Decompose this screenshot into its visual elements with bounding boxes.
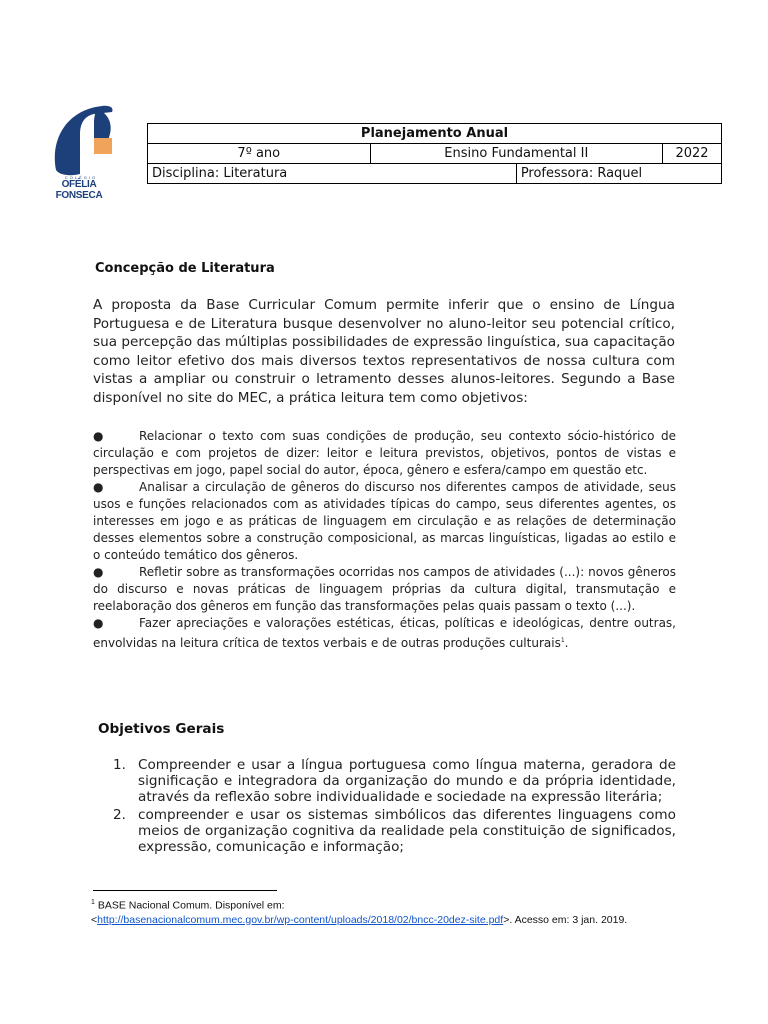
- header-table: [147, 123, 722, 184]
- bullet-item: ● Refletir sobre as transformações ocorridas nos campos de atividades (...): novos gêneros do discurso e novas práticas de linguagem próprias da cultura digital, transmutação e reelaboração dos gêneros em função das transformações pelas quais passam o texto (...).: [93, 565, 676, 613]
- grade-cell: 7º ano: [148, 144, 371, 164]
- bullet-dot: ●: [93, 616, 104, 630]
- bullet-item: ● Relacionar o texto com suas condições de produção, seu contexto sócio-histórico de circulação e com projetos de dizer: leitor e leitura previstos, objetivos, pontos de vistas e perspectivas em jogo, papel social do autor, época, gênero e esfera/campo em questão etc.: [93, 429, 676, 477]
- footnote-link[interactable]: http://basenacionalcomum.mec.gov.br/wp-content/uploads/2018/02/bncc-20dez-site.pdf: [97, 913, 504, 926]
- list-item: 2. compreender e usar os sistemas simbólicos das diferentes linguagens como meios de organização cognitiva da realidade pela constituição de significados, expressão, comunicação e informação;: [113, 807, 676, 855]
- logo-subtitle: COLÉGIO: [64, 175, 98, 180]
- concepcao-paragraph: A proposta da Base Curricular Comum permite inferir que o ensino de Língua Portuguesa e de Literatura busque desenvolver no aluno-leitor seu potencial crítico, sua percepção das múltiplas possibilidades de expressão linguística, sua capacitação como leitor efetivo dos mais diversos textos representativos de nossa cultura com vistas a ampliar ou construir o letramento desses alunos-leitores. Segundo a Base disponível no site do MEC, a prática leitura tem como objetivos:: [93, 297, 675, 406]
- footnote: $^1$ BASE Nacional Comum. Disponível em: <http://basenacionalcomum.mec.gov.br/wp-content/uploads/2018/02/bncc-20dez-site.pdf>. Acesso em: 3 jan. 2019.: [91, 899, 628, 926]
- bullet-dot: ●: [93, 565, 104, 579]
- objetivos-title: Objetivos Gerais: [98, 721, 225, 737]
- year-cell: 2022: [663, 144, 722, 164]
- logo-navy-arc: [94, 108, 111, 140]
- footnote-prefix: BASE Nacional Comum. Disponível em:: [94, 899, 285, 912]
- bullet-item: ● Fazer apreciações e valorações estéticas, éticas, políticas e ideológicas, dentre outras, envolvidas na leitura crítica de textos verbais e de outras produções culturais$^1$.: [93, 616, 676, 650]
- document-title: Planejamento Anual: [148, 124, 722, 144]
- teacher-cell: Professora: Raquel: [516, 164, 721, 184]
- bullet-dot: ●: [93, 480, 104, 494]
- logo-name: OFÉLIA FONSECA: [55, 179, 103, 201]
- bullet-dot: ●: [93, 429, 104, 443]
- bullet-item: ● Analisar a circulação de gêneros do discurso nos diferentes campos de atividade, seus usos e funções relacionados com as atividades típicas do campo, seus diferentes agentes, os interesses em jogo e as práticas de linguagem em circulação e as relações de determinação desses elementos sobre a construção composicional, as marcas linguísticas, ligadas ao estilo e o conteúdo temático dos gêneros.: [93, 480, 676, 562]
- footnote-reference[interactable]: 1: [560, 637, 565, 644]
- logo-orange-block: [94, 138, 112, 154]
- objectives-bullet-list: [93, 428, 676, 652]
- concepcao-title: Concepção de Literatura: [95, 261, 275, 276]
- list-item: 1. Compreender e usar a língua portuguesa como língua materna, geradora de significação e integradora da organização do mundo e da própria identidade, através da reflexão sobre individualidade e sociedade na expressão literária;: [113, 757, 676, 805]
- objetivos-list: [93, 757, 676, 857]
- footnote-number: 1: [91, 899, 95, 906]
- footnote-divider: [93, 890, 277, 891]
- discipline-cell: Disciplina: Literatura: [148, 164, 517, 184]
- level-cell: Ensino Fundamental II: [370, 144, 663, 164]
